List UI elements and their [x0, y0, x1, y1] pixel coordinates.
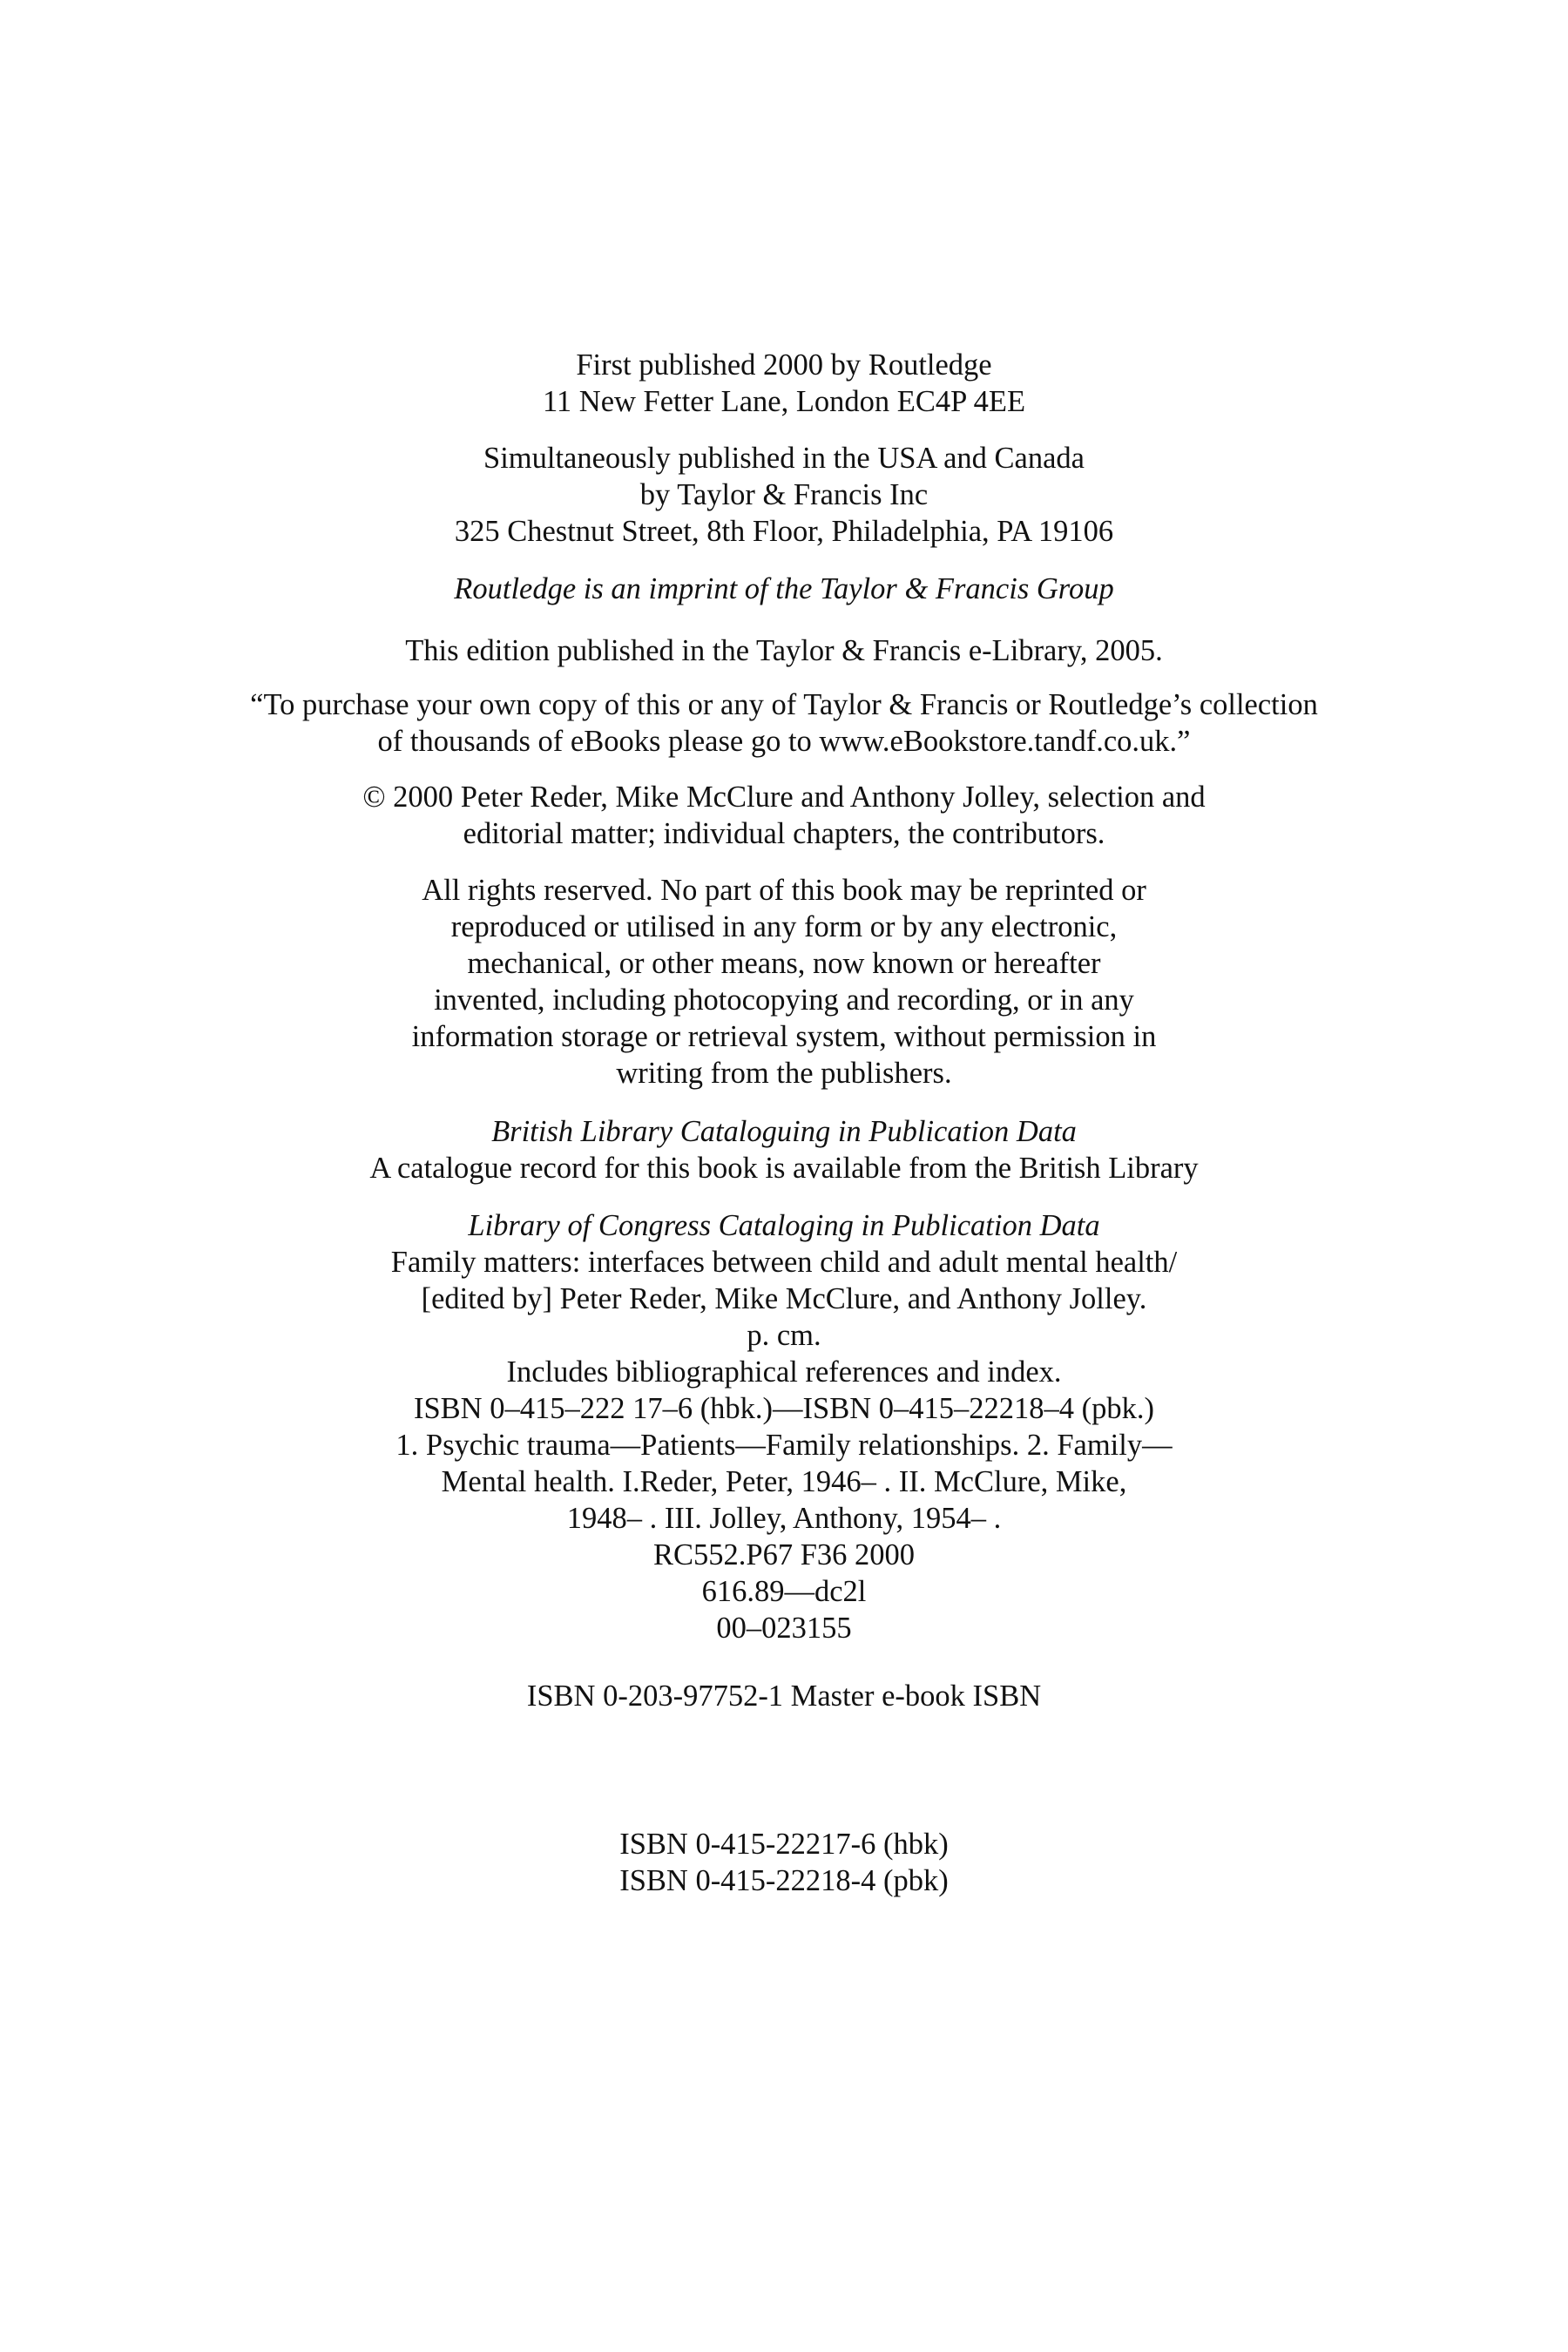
rights-line: information storage or retrieval system, without permission in [411, 1020, 1157, 1053]
bl-cip-text: A catalogue record for this book is available from the British Library [369, 1152, 1199, 1185]
edition-statement [0, 632, 1568, 669]
rights-line: reproduced or utilised in any form or by any electronic, [450, 910, 1118, 943]
purchase-line: “To purchase your own copy of this or any of Taylor & Francis or Routledge’s collection [250, 688, 1318, 721]
loc-cip-line: RC552.P67 F36 2000 [652, 1538, 916, 1571]
loc-cip-heading: Library of Congress Cataloging in Publication Data [468, 1209, 1100, 1242]
copyright-line: © 2000 Peter Reder, Mike McClure and Anthony Jolley, selection and [362, 781, 1206, 814]
loc-cip-line: ISBN 0–415–222 17–6 (hbk.)—ISBN 0–415–22218–4 (pbk.) [413, 1392, 1155, 1425]
loc-cip-line: Includes bibliographical references and index. [506, 1355, 1062, 1389]
us-publisher-line: by Taylor & Francis Inc [639, 478, 929, 511]
first-published-block [0, 347, 1568, 420]
isbn-pbk-line: ISBN 0-415-22218-4 (pbk) [619, 1864, 949, 1897]
publisher-address-line: 11 New Fetter Lane, London EC4P 4EE [542, 385, 1026, 418]
loc-cip-line: 1. Psychic trauma—Patients—Family relationships. 2. Family— [395, 1429, 1173, 1462]
imprint-statement [0, 571, 1568, 607]
rights-line: invented, including photocopying and recording, or in any [434, 983, 1134, 1017]
rights-reserved-notice [0, 872, 1568, 1092]
us-address-line: 325 Chestnut Street, 8th Floor, Philadelphia, PA 19106 [454, 515, 1114, 548]
loc-cip-line: Mental health. I.Reder, Peter, 1946– . II. McClure, Mike, [441, 1465, 1127, 1498]
isbn-block [0, 1826, 1568, 1899]
rights-line: mechanical, or other means, now known or hereafter [467, 947, 1101, 980]
purchase-notice [0, 686, 1568, 760]
loc-cip-line: [edited by] Peter Reder, Mike McClure, and Anthony Jolley. [421, 1282, 1147, 1315]
loc-cip-line: 00–023155 [716, 1612, 852, 1645]
library-of-congress-cip [0, 1207, 1568, 1646]
loc-cip-line: p. cm. [747, 1319, 821, 1352]
edition-line: This edition published in the Taylor & Francis e-Library, 2005. [405, 634, 1163, 667]
purchase-line: of thousands of eBooks please go to www.eBookstore.tandf.co.uk.” [377, 725, 1191, 758]
first-published-line: First published 2000 by Routledge [576, 348, 992, 382]
loc-cip-line: 616.89—dc2l [701, 1575, 867, 1608]
simultaneous-publication-block [0, 440, 1568, 550]
copyright-notice [0, 779, 1568, 852]
loc-cip-line: Family matters: interfaces between child and adult mental health/ [390, 1246, 1178, 1279]
rights-line: All rights reserved. No part of this book may be reprinted or [422, 874, 1146, 907]
loc-cip-line: 1948– . III. Jolley, Anthony, 1954– . [566, 1502, 1002, 1535]
simultaneous-line: Simultaneously published in the USA and Canada [483, 442, 1085, 475]
copyright-line: editorial matter; individual chapters, the contributors. [463, 817, 1105, 850]
imprint-line: Routledge is an imprint of the Taylor & Francis Group [454, 572, 1114, 605]
master-isbn-line: ISBN 0-203-97752-1 Master e-book ISBN [526, 1680, 1042, 1713]
bl-cip-heading: British Library Cataloguing in Publication Data [491, 1115, 1077, 1148]
rights-line: writing from the publishers. [616, 1057, 952, 1090]
isbn-hbk-line: ISBN 0-415-22217-6 (hbk) [619, 1828, 949, 1861]
british-library-cip [0, 1113, 1568, 1186]
master-ebook-isbn [0, 1678, 1568, 1714]
